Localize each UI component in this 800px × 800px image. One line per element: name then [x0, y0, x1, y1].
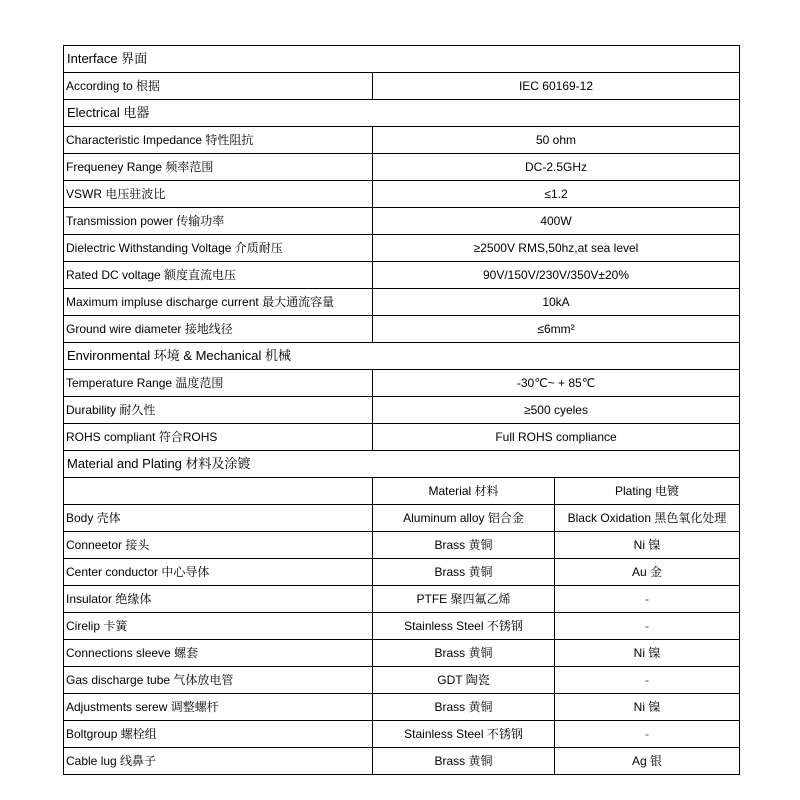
section-row-material [64, 451, 740, 478]
spec-row [64, 370, 740, 397]
material-row [64, 694, 740, 721]
column-header-plating: Plating 电镀 [555, 478, 740, 505]
part-name: Connections sleeve 螺套 [64, 640, 373, 667]
spec-label: According to 根据 [64, 73, 373, 100]
material-header-blank [64, 478, 373, 505]
spec-label: Frequeney Range 频率范围 [64, 154, 373, 181]
part-material: Brass 黄铜 [373, 748, 555, 775]
part-plating: - [555, 613, 740, 640]
spec-value: 50 ohm [373, 127, 740, 154]
part-plating: - [555, 667, 740, 694]
section-heading-electrical: Electrical 电器 [64, 100, 740, 127]
spec-label: Durability 耐久性 [64, 397, 373, 424]
spec-row [64, 316, 740, 343]
part-name: Center conductor 中心导体 [64, 559, 373, 586]
spec-label: Maximum impluse discharge current 最大通流容量 [64, 289, 373, 316]
material-row [64, 559, 740, 586]
spec-row [64, 262, 740, 289]
part-plating: Ni 镍 [555, 640, 740, 667]
column-header-material: Material 材料 [373, 478, 555, 505]
part-material: Brass 黄铜 [373, 640, 555, 667]
spec-value: ≥2500V RMS,50hz,at sea level [373, 235, 740, 262]
part-material: Brass 黄铜 [373, 559, 555, 586]
part-name: Boltgroup 螺栓组 [64, 721, 373, 748]
part-plating: Ni 镍 [555, 694, 740, 721]
part-material: GDT 陶瓷 [373, 667, 555, 694]
part-name: Cable lug 线鼻子 [64, 748, 373, 775]
spec-value: 10kA [373, 289, 740, 316]
spec-row [64, 154, 740, 181]
part-plating: - [555, 721, 740, 748]
section-heading-interface: Interface 界面 [64, 46, 740, 73]
part-plating: Black Oxidation 黑色氧化处理 [555, 505, 740, 532]
part-name: Conneetor 接头 [64, 532, 373, 559]
material-row [64, 640, 740, 667]
spec-value: Full ROHS compliance [373, 424, 740, 451]
spec-label: VSWR 电压驻波比 [64, 181, 373, 208]
part-plating: Au 金 [555, 559, 740, 586]
material-row [64, 721, 740, 748]
spec-row [64, 397, 740, 424]
spec-row [64, 235, 740, 262]
part-name: Body 壳体 [64, 505, 373, 532]
spec-table [63, 45, 740, 775]
spec-value: ≥500 cyeles [373, 397, 740, 424]
spec-row [64, 181, 740, 208]
spec-row [64, 208, 740, 235]
part-material: Brass 黄铜 [373, 532, 555, 559]
part-name: Gas discharge tube 气体放电管 [64, 667, 373, 694]
spec-value: ≤1.2 [373, 181, 740, 208]
section-heading-material: Material and Plating 材料及涂镀 [64, 451, 740, 478]
part-name: Cirelip 卡簧 [64, 613, 373, 640]
part-plating: Ni 镍 [555, 532, 740, 559]
material-row [64, 532, 740, 559]
material-row [64, 667, 740, 694]
section-row-electrical [64, 100, 740, 127]
spec-value: -30℃~ + 85℃ [373, 370, 740, 397]
material-row [64, 505, 740, 532]
spec-value: DC-2.5GHz [373, 154, 740, 181]
spec-row [64, 289, 740, 316]
spec-label: ROHS compliant 符合ROHS [64, 424, 373, 451]
spec-row [64, 73, 740, 100]
part-plating: Ag 银 [555, 748, 740, 775]
part-name: Adjustments serew 调整螺杆 [64, 694, 373, 721]
spec-label: Transmission power 传输功率 [64, 208, 373, 235]
section-heading-environmental: Environmental 环境 & Mechanical 机械 [64, 343, 740, 370]
material-row [64, 586, 740, 613]
part-name: Insulator 绝缘体 [64, 586, 373, 613]
spec-label: Ground wire diameter 接地线径 [64, 316, 373, 343]
spec-value: 400W [373, 208, 740, 235]
part-material: Aluminum alloy 铝合金 [373, 505, 555, 532]
spec-label: Temperature Range 温度范围 [64, 370, 373, 397]
part-material: Brass 黄铜 [373, 694, 555, 721]
spec-label: Rated DC voltage 额度直流电压 [64, 262, 373, 289]
material-row [64, 613, 740, 640]
part-material: Stainless Steel 不锈钢 [373, 613, 555, 640]
section-row-interface [64, 46, 740, 73]
spec-label: Dielectric Withstanding Voltage 介质耐压 [64, 235, 373, 262]
spec-row [64, 127, 740, 154]
spec-value: ≤6mm² [373, 316, 740, 343]
part-material: Stainless Steel 不锈钢 [373, 721, 555, 748]
section-row-environmental [64, 343, 740, 370]
part-plating: - [555, 586, 740, 613]
spec-label: Characteristic Impedance 特性阻抗 [64, 127, 373, 154]
spec-value: 90V/150V/230V/350V±20% [373, 262, 740, 289]
spec-row [64, 424, 740, 451]
spec-value: IEC 60169-12 [373, 73, 740, 100]
material-row [64, 748, 740, 775]
part-material: PTFE 聚四氟乙烯 [373, 586, 555, 613]
material-header-row [64, 478, 740, 505]
